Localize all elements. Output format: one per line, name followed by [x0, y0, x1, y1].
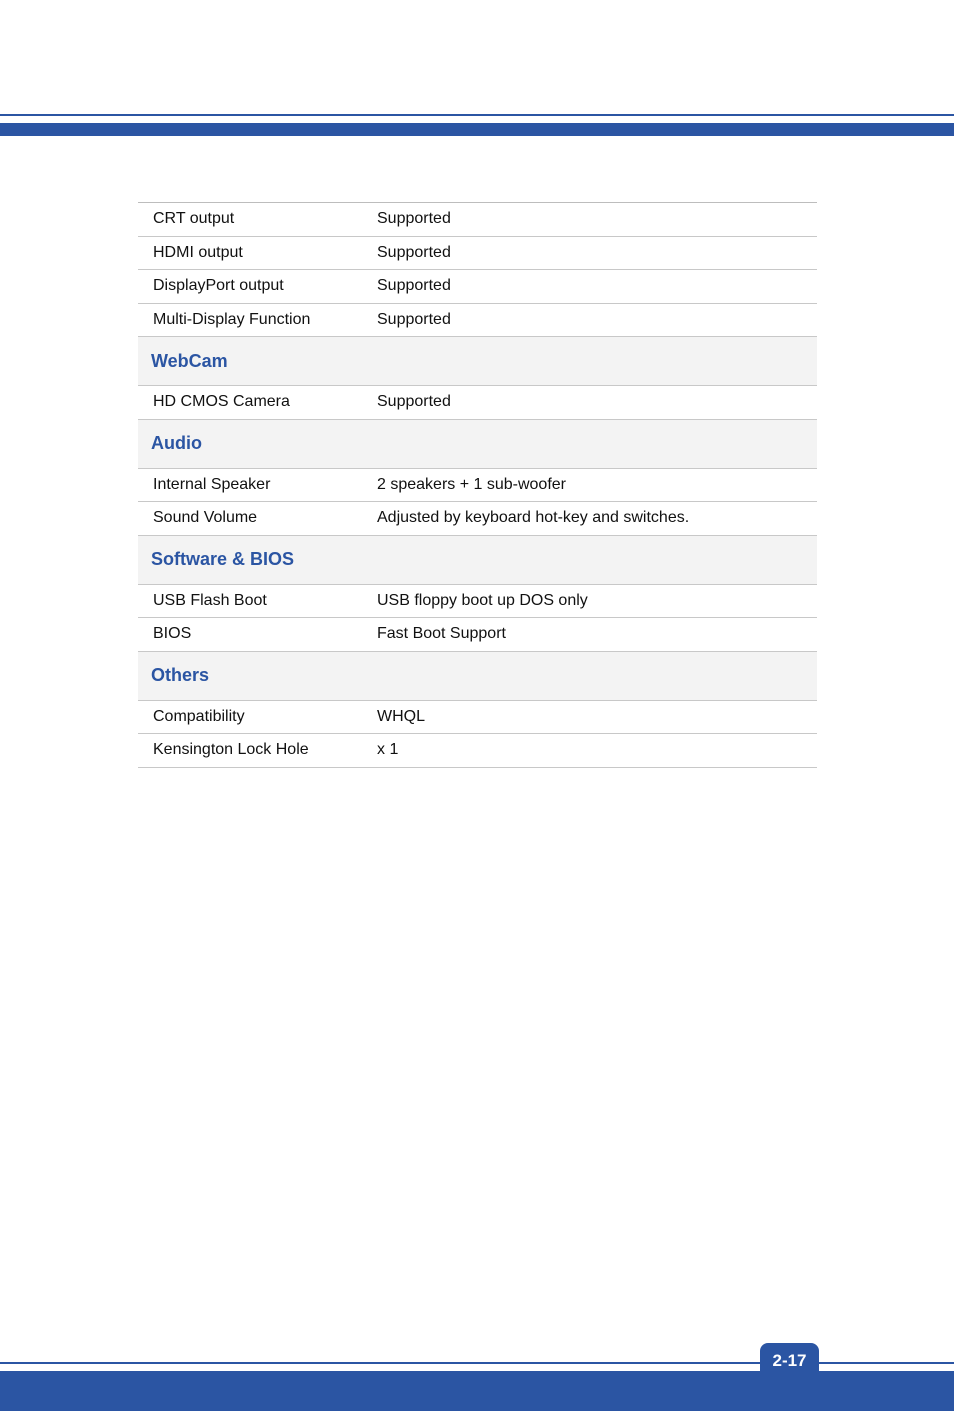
spec-label: Compatibility	[138, 700, 377, 734]
spec-label: Multi-Display Function	[138, 303, 377, 337]
spec-label: Sound Volume	[138, 502, 377, 536]
spec-label: HDMI output	[138, 236, 377, 270]
spec-value: Supported	[377, 203, 817, 237]
table-row	[138, 270, 817, 304]
spec-value: USB floppy boot up DOS only	[377, 584, 817, 618]
section-header-webcam	[138, 337, 817, 386]
spec-label: Kensington Lock Hole	[138, 734, 377, 768]
table-row	[138, 203, 817, 237]
table-row	[138, 386, 817, 420]
spec-value: Supported	[377, 236, 817, 270]
section-header-others	[138, 651, 817, 700]
spec-value: Supported	[377, 270, 817, 304]
section-header-audio	[138, 419, 817, 468]
table-row	[138, 502, 817, 536]
spec-label: HD CMOS Camera	[138, 386, 377, 420]
section-title: Audio	[138, 419, 817, 468]
table-row	[138, 618, 817, 652]
spec-label: CRT output	[138, 203, 377, 237]
spec-value: x 1	[377, 734, 817, 768]
section-header-software-bios	[138, 535, 817, 584]
spec-value: Fast Boot Support	[377, 618, 817, 652]
spec-value: WHQL	[377, 700, 817, 734]
header-rule-thin	[0, 114, 954, 116]
spec-value: 2 speakers + 1 sub-woofer	[377, 468, 817, 502]
table-row	[138, 303, 817, 337]
section-title: Software & BIOS	[138, 535, 817, 584]
table-row	[138, 734, 817, 768]
table-row	[138, 700, 817, 734]
section-title: Others	[138, 651, 817, 700]
spec-label: USB Flash Boot	[138, 584, 377, 618]
spec-label: DisplayPort output	[138, 270, 377, 304]
header-band	[0, 123, 954, 136]
spec-label: Internal Speaker	[138, 468, 377, 502]
table-row	[138, 468, 817, 502]
spec-value: Supported	[377, 303, 817, 337]
spec-label: BIOS	[138, 618, 377, 652]
specification-table	[138, 202, 817, 768]
section-title: WebCam	[138, 337, 817, 386]
spec-value: Supported	[377, 386, 817, 420]
table-row	[138, 236, 817, 270]
page-number: 2-17	[772, 1351, 807, 1370]
spec-value: Adjusted by keyboard hot-key and switches.	[377, 502, 817, 536]
table-row	[138, 584, 817, 618]
